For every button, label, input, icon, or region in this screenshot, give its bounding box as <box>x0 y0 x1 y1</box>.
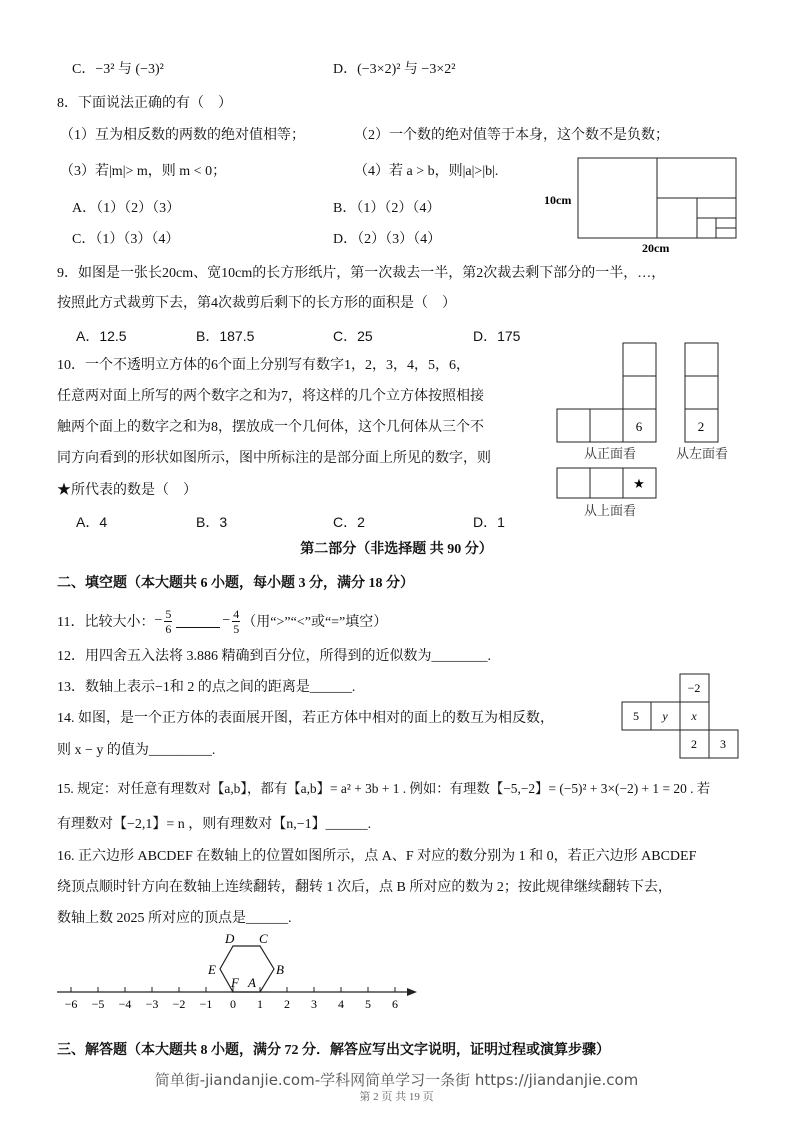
q10-line-5: ★所代表的数是（ ） <box>57 483 197 498</box>
q11-blank <box>176 615 220 628</box>
q9-line-1: 9．如图是一张长20cm、宽10cm的长方形纸片，第一次裁去一半，第2次裁去剩下部分的一半，…， <box>57 266 666 281</box>
rect-height-label: 10cm <box>544 193 572 207</box>
top-view-label: 从上面看 <box>583 503 637 518</box>
q14-line-1: 14. 如图，是一个正方体的表面展开图，若正方体中相对的面上的数互为相反数， <box>57 711 554 726</box>
three-views-figure <box>550 338 750 523</box>
q14-line-2: 则 x − y 的值为_________. <box>57 743 216 758</box>
q10-line-3: 触两个面上的数字之和为8，摆放成一个几何体，这个几何体从三个不 <box>57 420 484 435</box>
q9-option-b: B．187.5 <box>196 328 255 344</box>
axis-tick-label: 3 <box>311 997 317 1011</box>
q8-option-c: C．（1）（3）（4） <box>72 232 180 247</box>
q7-option-d: D．(−3×2)² 与 −3×2² <box>333 62 456 77</box>
net-cell-top: −2 <box>687 681 701 695</box>
axis-tick-label: 6 <box>392 997 398 1011</box>
star-symbol: ★ <box>633 476 645 491</box>
axis-tick-label: 4 <box>338 997 344 1011</box>
q13: 13．数轴上表示−1和 2 的点之间的距离是______. <box>57 680 356 695</box>
hexagon-number-line-figure <box>55 928 425 1018</box>
left-view-label: 从左面看 <box>675 446 729 461</box>
net-cell-3: 3 <box>720 737 726 751</box>
vertex-e: E <box>208 962 216 977</box>
section2-title: 二、填空题（本大题共 6 小题，每小题 3 分，满分 18 分） <box>57 576 414 591</box>
q12: 12．用四舍五入法将 3.886 精确到百分位，所得到的近似数为________. <box>57 649 491 664</box>
vertex-d: D <box>225 931 235 946</box>
net-cell-x: x <box>691 709 697 723</box>
front-view-number: 6 <box>635 419 643 434</box>
q15-line-2: 有理数对【−2,1】= n ，则有理数对【n,−1】______. <box>57 817 372 832</box>
axis-tick-label: 1 <box>257 997 263 1011</box>
number-line-arrow <box>407 988 417 996</box>
vertex-f: F <box>231 975 239 990</box>
front-view-label: 从正面看 <box>583 446 637 461</box>
q10-option-c: C．2 <box>333 514 365 530</box>
q10-line-4: 同方向看到的形状如图所示，图中所标注的是部分面上所见的数字，则 <box>57 451 491 466</box>
axis-tick-label: −1 <box>199 997 213 1011</box>
q8-statement-2: （2）一个数的绝对值等于本身，这个数不是负数； <box>354 128 669 143</box>
q11 <box>57 603 387 639</box>
q10-line-2: 任意两对面上所写的两个数字之和为7，将这样的几个立方体按照相接 <box>57 389 484 404</box>
axis-tick-label: −6 <box>64 997 78 1011</box>
q11-prefix: 11．比较大小： <box>57 615 155 630</box>
axis-tick-label: 0 <box>230 997 236 1011</box>
q11-numerator-1: 5 <box>165 606 172 621</box>
page-number: 第 2 页 共 19 页 <box>359 1091 434 1103</box>
vertex-c: C <box>259 931 268 946</box>
part2-title: 第二部分（非选择题 共 90 分） <box>300 542 493 557</box>
q8-option-d: D．（2）（3）（4） <box>333 232 442 247</box>
q11-numerator-2: 4 <box>233 606 240 621</box>
q15-line-1: 15. 规定：对任意有理数对【a,b】，都有【a,b】= a² + 3b + 1 . 例如：有理数【−5,−2】= (−5)² + 3×(−2) + 1 = 20 . 若 <box>57 781 711 796</box>
q16-line-1: 16. 正六边形 ABCDEF 在数轴上的位置如图所示，点 A、F 对应的数分别为 1 和 0，若正六边形 ABCDEF <box>57 849 697 864</box>
axis-ticks <box>65 987 398 1011</box>
vertex-b: B <box>276 962 284 977</box>
net-cell-2: 2 <box>691 737 697 751</box>
q8-statement-3: （3）若|m|> m，则 m < 0； <box>60 164 227 179</box>
axis-tick-label: −4 <box>118 997 132 1011</box>
section3-title: 三、解答题（本大题共 8 小题，满分 72 分．解答应写出文字说明，证明过程或演算步骤） <box>57 1043 610 1058</box>
left-view-number: 2 <box>697 419 705 434</box>
axis-tick-label: −3 <box>145 997 159 1011</box>
q11-suffix: （用“>”“<”或“=”填空） <box>242 615 388 630</box>
rect-width-label: 20cm <box>642 241 670 255</box>
q8-stem: 8．下面说法正确的有（ ） <box>57 96 232 111</box>
q11-denominator-2: 5 <box>233 621 240 636</box>
q8-option-a: A．（1）（2）（3） <box>72 201 181 216</box>
q7-option-c: C．−3² 与 (−3)² <box>72 62 164 77</box>
cube-net-figure <box>620 673 742 761</box>
q11-denominator-1: 6 <box>165 621 172 636</box>
q11-fraction-1 <box>164 607 172 636</box>
q10-line-1: 10．一个不透明立方体的6个面上分别写有数字1，2，3，4，5，6， <box>57 358 470 373</box>
q8-option-b: B．（1）（2）（4） <box>333 201 441 216</box>
q11-fraction-2 <box>232 607 240 636</box>
q11-minus-1: − <box>154 613 163 628</box>
q16-line-3: 数轴上数 2025 所对应的顶点是______. <box>57 911 292 926</box>
hexagon <box>220 946 274 992</box>
net-cell-y: y <box>662 709 668 723</box>
q10-option-d: D．1 <box>473 514 505 530</box>
vertex-a: A <box>248 975 256 990</box>
axis-tick-label: 2 <box>284 997 290 1011</box>
watermark: 简单街-jiandanjie.com-学科网简单学习一条街 https://jiandanjie.com <box>154 1071 639 1089</box>
q8-statement-4: （4）若 a > b，则|a|>|b|. <box>354 164 499 179</box>
q9-option-d: D．175 <box>473 328 521 344</box>
q9-line-2: 按照此方式裁剪下去，第4次裁剪后剩下的长方形的面积是（ ） <box>57 296 456 311</box>
q8-statement-1: （1）互为相反数的两数的绝对值相等； <box>60 128 305 143</box>
q11-minus-2: − <box>222 613 231 628</box>
q10-option-b: B．3 <box>196 514 228 530</box>
q9-option-c: C．25 <box>333 328 373 344</box>
axis-tick-label: −2 <box>172 997 186 1011</box>
q10-option-a: A．4 <box>76 514 108 530</box>
axis-tick-label: 5 <box>365 997 371 1011</box>
net-cell-5: 5 <box>633 709 639 723</box>
axis-tick-label: −5 <box>91 997 105 1011</box>
q16-line-2: 绕顶点顺时针方向在数轴上连续翻转，翻转 1 次后，点 B 所对应的数为 2；按此规律继续翻转下去， <box>57 880 672 895</box>
q9-option-a: A．12.5 <box>76 328 127 344</box>
rectangle-cutting-figure <box>540 156 750 256</box>
